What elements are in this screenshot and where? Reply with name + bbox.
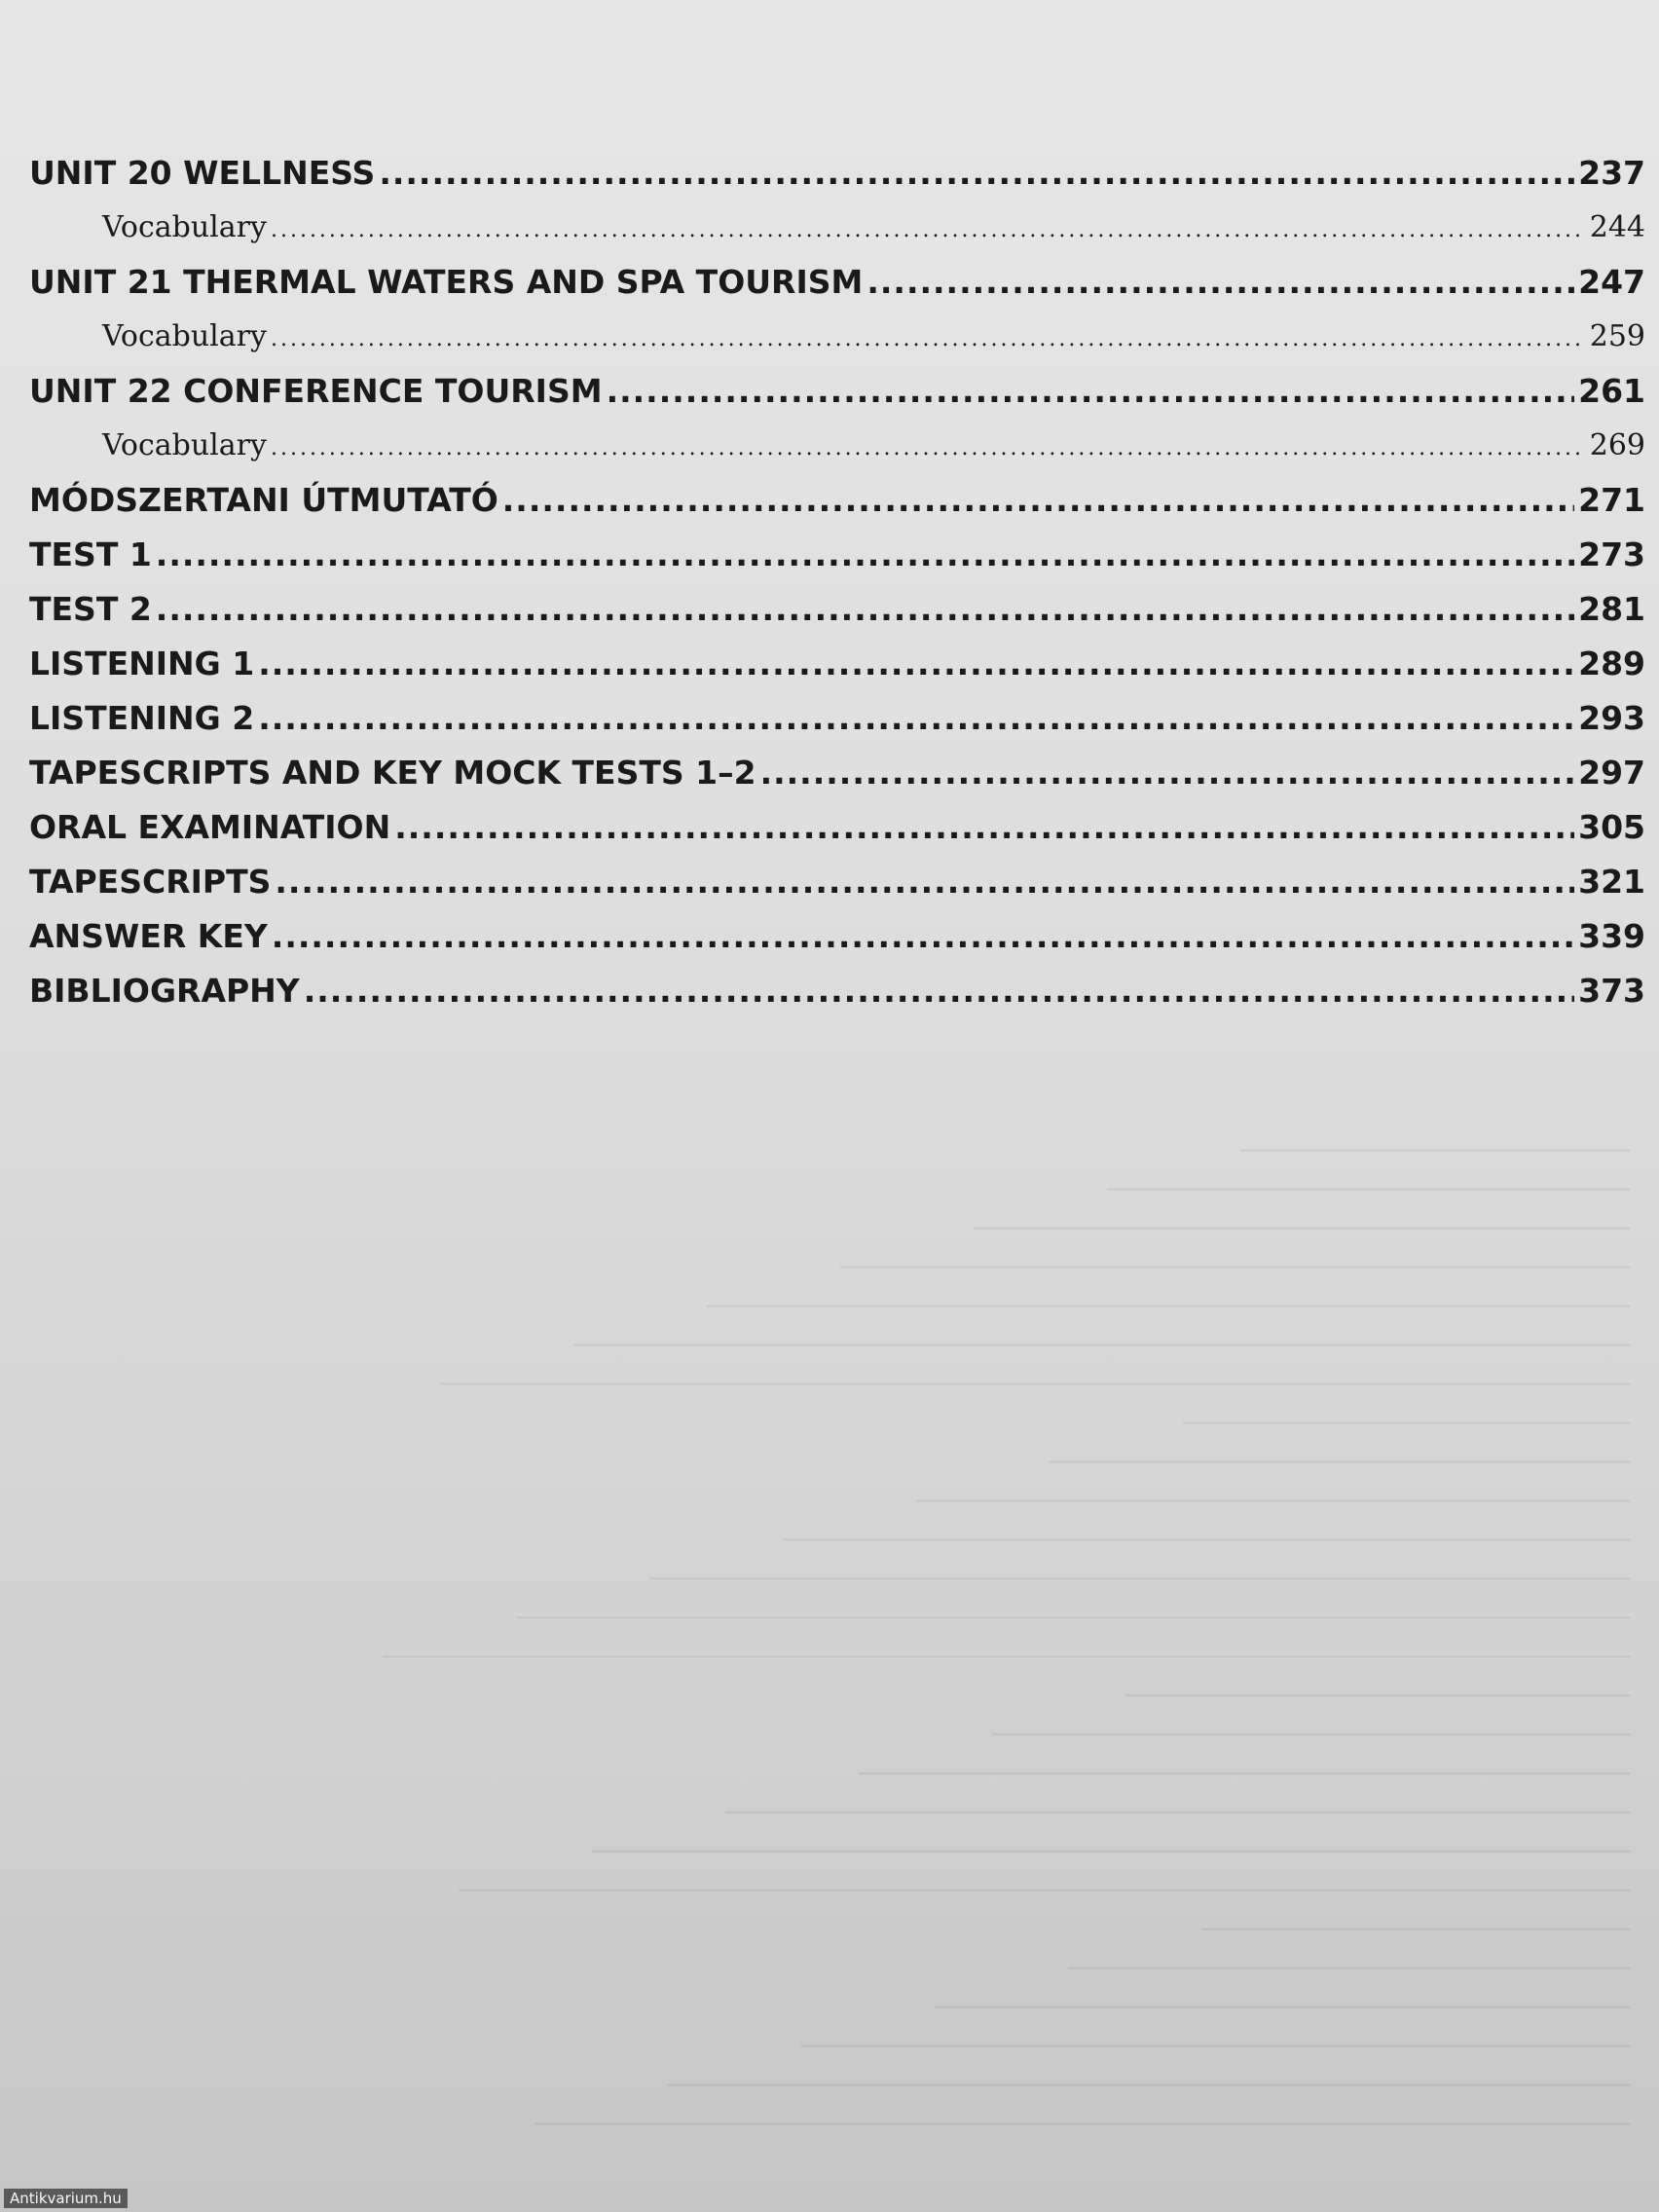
watermark: Antikvarium.hu <box>4 2189 128 2208</box>
toc-entry-page: 269 <box>1589 428 1645 462</box>
toc-entry <box>29 255 1645 310</box>
toc-entry <box>29 364 1645 419</box>
dot-leader <box>304 964 1574 1018</box>
bleed-through-line <box>516 1616 1630 1619</box>
toc-entry <box>29 473 1645 528</box>
toc-entry-title: Vocabulary <box>102 210 267 244</box>
toc-entry-title: UNIT 22 CONFERENCE TOURISM <box>29 372 603 410</box>
bleed-through-line <box>383 1655 1630 1658</box>
bleed-through-line <box>1125 1694 1630 1697</box>
bleed-through-line <box>459 1889 1630 1892</box>
bleed-through-line <box>592 1850 1630 1853</box>
toc-entry-title: TEST 2 <box>29 590 152 628</box>
bleed-through-line <box>440 1382 1630 1385</box>
toc-subentry <box>29 310 1645 364</box>
toc-entry-title: UNIT 20 WELLNESS <box>29 154 376 192</box>
bleed-through-line <box>1107 1188 1630 1191</box>
toc-entry-page: 289 <box>1578 645 1645 682</box>
toc-entry-page: 281 <box>1578 590 1645 628</box>
toc-subentry <box>29 201 1645 255</box>
dot-leader <box>271 419 1586 476</box>
toc-entry-page: 321 <box>1578 863 1645 901</box>
toc-entry <box>29 746 1645 800</box>
dot-leader <box>156 582 1574 637</box>
toc-entry-title: Vocabulary <box>102 319 267 353</box>
dot-leader <box>258 691 1574 746</box>
bleed-through-line <box>992 1733 1630 1736</box>
bleed-through-line <box>935 2006 1630 2009</box>
bleed-through-line <box>649 1577 1630 1580</box>
bleed-through-line <box>573 1344 1630 1346</box>
toc-entry-title: UNIT 21 THERMAL WATERS AND SPA TOURISM <box>29 263 864 301</box>
bleed-through-line <box>1183 1421 1630 1424</box>
dot-leader <box>607 364 1575 419</box>
toc-entry-title: TAPESCRIPTS <box>29 863 272 901</box>
bleed-through-line <box>1050 1460 1630 1463</box>
toc-entry <box>29 146 1645 201</box>
dot-leader <box>760 746 1575 800</box>
toc-entry-page: 293 <box>1578 699 1645 737</box>
toc-entry <box>29 528 1645 582</box>
toc-entry-title: TAPESCRIPTS AND KEY MOCK TESTS 1–2 <box>29 754 756 792</box>
dot-leader <box>271 310 1586 367</box>
dot-leader <box>258 637 1574 691</box>
toc-entry-title: MÓDSZERTANI ÚTMUTATÓ <box>29 481 498 519</box>
bleed-through-line <box>840 1266 1630 1269</box>
toc-entry-page: 261 <box>1578 372 1645 410</box>
toc-entry-page: 305 <box>1578 808 1645 846</box>
bleed-through-line <box>801 2045 1630 2047</box>
toc-entry <box>29 582 1645 637</box>
toc-entry-page: 247 <box>1578 263 1645 301</box>
bleed-through-line <box>859 1772 1630 1775</box>
bleed-through-line <box>535 2122 1630 2125</box>
dot-leader <box>272 909 1574 964</box>
bleed-through-line <box>1240 1149 1630 1152</box>
dot-leader <box>271 201 1586 258</box>
toc-entry-title: LISTENING 1 <box>29 645 255 682</box>
bleed-through-line <box>1201 1928 1630 1931</box>
dot-leader <box>275 855 1574 909</box>
toc-entry-title: TEST 1 <box>29 535 152 573</box>
bleed-through-line <box>668 2083 1630 2086</box>
toc-entry-page: 259 <box>1589 319 1645 353</box>
toc-entry-page: 244 <box>1589 210 1645 244</box>
bleed-through-line <box>974 1227 1630 1230</box>
toc-entry <box>29 800 1645 855</box>
toc-entry <box>29 855 1645 909</box>
toc-entry-page: 237 <box>1578 154 1645 192</box>
bleed-through-line <box>707 1305 1630 1308</box>
toc-subentry <box>29 419 1645 473</box>
toc-entry <box>29 637 1645 691</box>
bleed-through-line <box>725 1811 1630 1814</box>
toc-entry-title: BIBLIOGRAPHY <box>29 972 300 1010</box>
toc-entry-page: 373 <box>1578 972 1645 1010</box>
toc-entry <box>29 909 1645 964</box>
toc-entry <box>29 691 1645 746</box>
bleed-through-line <box>1068 1967 1630 1970</box>
dot-leader <box>156 528 1574 582</box>
bleed-through-line <box>783 1538 1630 1541</box>
toc-entry-title: ANSWER KEY <box>29 917 268 955</box>
toc-entry <box>29 964 1645 1018</box>
dot-leader <box>379 146 1574 201</box>
toc-entry-page: 271 <box>1578 481 1645 519</box>
dot-leader <box>502 473 1574 528</box>
dot-leader <box>394 800 1574 855</box>
toc-entry-title: ORAL EXAMINATION <box>29 808 391 846</box>
toc-entry-page: 339 <box>1578 917 1645 955</box>
toc-entry-title: LISTENING 2 <box>29 699 255 737</box>
dot-leader <box>866 255 1574 310</box>
toc-entry-title: Vocabulary <box>102 428 267 462</box>
toc-entry-page: 297 <box>1578 754 1645 792</box>
toc-entry-page: 273 <box>1578 535 1645 573</box>
bleed-through-line <box>916 1499 1630 1502</box>
table-of-contents <box>29 146 1645 1018</box>
